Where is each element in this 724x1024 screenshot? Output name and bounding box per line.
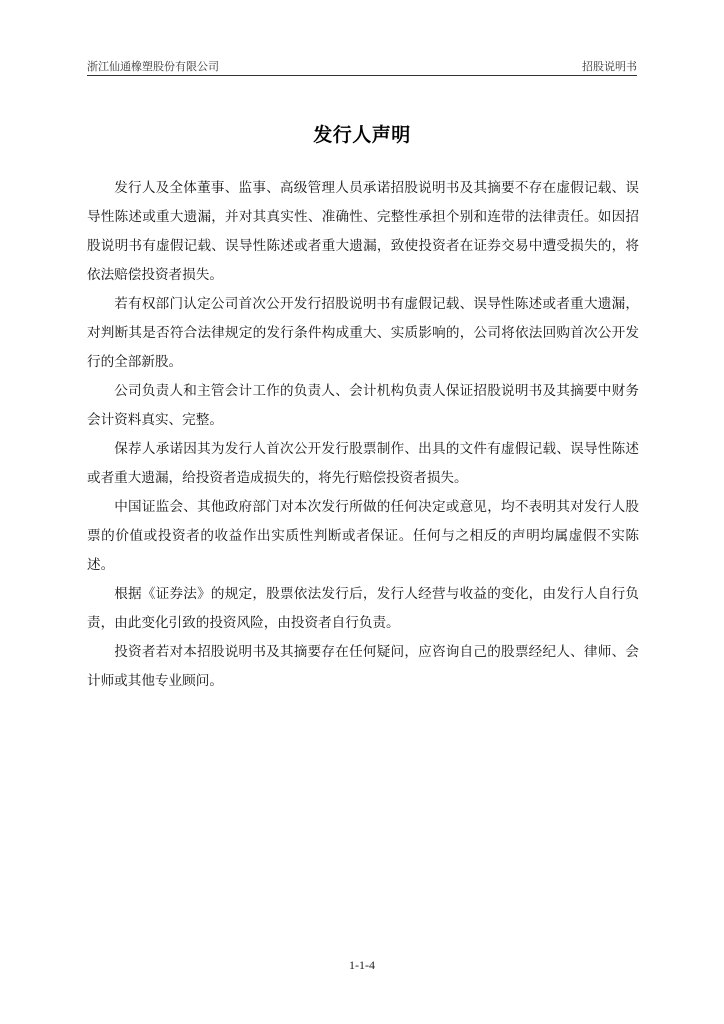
page-header bbox=[87, 58, 637, 74]
paragraph-1: 发行人及全体董事、监事、高级管理人员承诺招股说明书及其摘要不存在虚假记载、误导性陈述或重大遗漏，并对其真实性、准确性、完整性承担个别和连带的法律责任。如因招股说明书有虚假记载、误导性陈述或者重大遗漏，致使投资者在证券交易中遭受损失的，将依法赔偿投资者损失。 bbox=[87, 180, 639, 283]
page-title: 发行人声明 bbox=[313, 124, 411, 146]
paragraph-3: 公司负责人和主管会计工作的负责人、会计机构负责人保证招股说明书及其摘要中财务会计资料真实、完整。 bbox=[87, 383, 639, 428]
paragraph-5: 中国证监会、其他政府部门对本次发行所做的任何决定或意见，均不表明其对发行人股票的价值或投资者的收益作出实质性判断或者保证。任何与之相反的声明均属虚假不实陈述。 bbox=[87, 499, 639, 573]
document-type: 招股说明书 bbox=[582, 60, 637, 73]
statement-body bbox=[87, 174, 639, 696]
paragraph-7: 投资者若对本招股说明书及其摘要存在任何疑问，应咨询自己的股票经纪人、律师、会计师或其他专业顾问。 bbox=[87, 644, 639, 689]
paragraph-2: 若有权部门认定公司首次公开发行招股说明书有虚假记载、误导性陈述或者重大遗漏，对判断其是否符合法律规定的发行条件构成重大、实质影响的，公司将依法回购首次公开发行的全部新股。 bbox=[87, 296, 639, 370]
paragraph-4: 保荐人承诺因其为发行人首次公开发行股票制作、出具的文件有虚假记载、误导性陈述或者重大遗漏，给投资者造成损失的，将先行赔偿投资者损失。 bbox=[87, 441, 639, 486]
header-divider bbox=[87, 75, 637, 76]
paragraph-6: 根据《证券法》的规定，股票依法发行后，发行人经营与收益的变化，由发行人自行负责，由此变化引致的投资风险，由投资者自行负责。 bbox=[87, 586, 639, 631]
company-name: 浙江仙通橡塑股份有限公司 bbox=[87, 60, 219, 73]
page-number: 1-1-4 bbox=[349, 958, 375, 972]
